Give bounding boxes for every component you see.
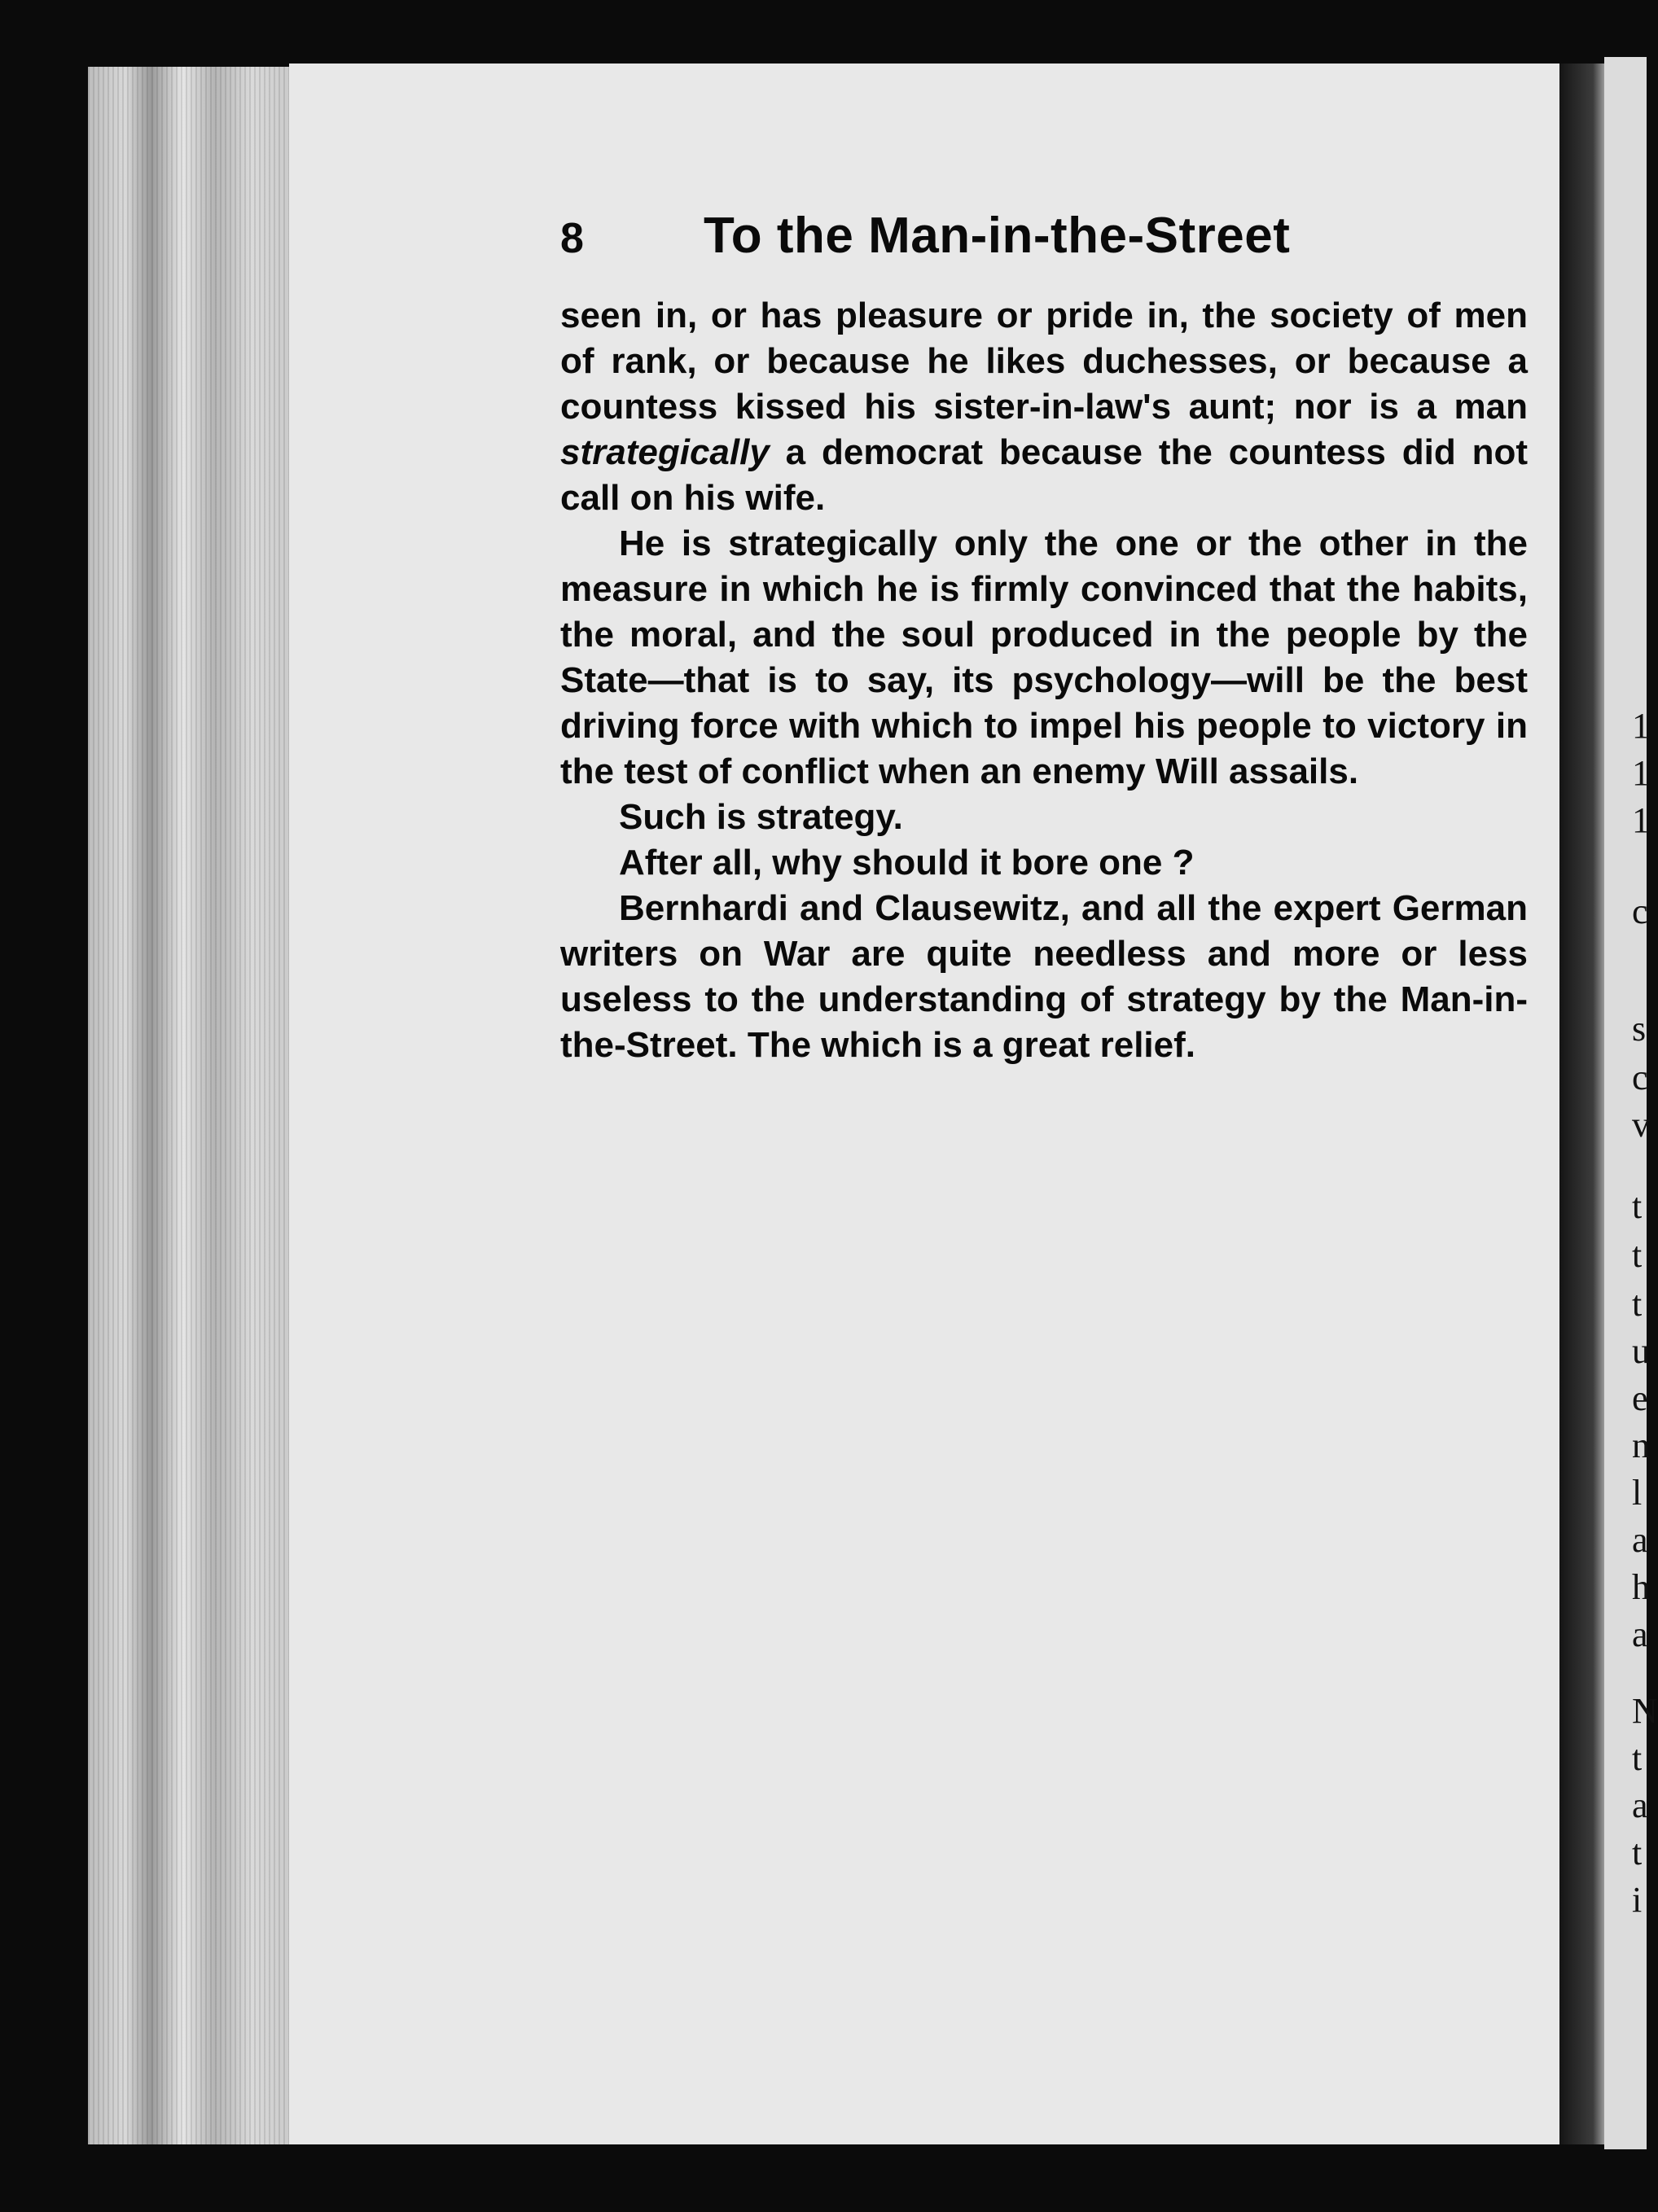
adjacent-page-fragment: t (1632, 1833, 1643, 1873)
adjacent-page-fragment: N (1632, 1691, 1658, 1731)
page-number: 8 (560, 215, 584, 262)
paragraph-2: He is strategically only the one or the other in the measure in which he is firmly convinced that the habits, the moral, and the soul produced in the people by the State—that is to say, its psychology—will be the best driving force with which to impel his people to victory in the test of conflict when an enemy Will assails. (560, 523, 1528, 791)
adjacent-page-fragment: 1 (1632, 706, 1650, 746)
adjacent-page-fragment: v (1632, 1105, 1650, 1145)
adjacent-page-fragment: h (1632, 1567, 1650, 1607)
page-text (560, 208, 1528, 1068)
adjacent-page-fragment: t (1632, 1235, 1643, 1275)
page-edges (88, 67, 298, 2144)
adjacent-page-fragment: e (1632, 1378, 1648, 1418)
paragraph-1-text-b: a democrat because the countess did not call on his wife. (560, 432, 1528, 518)
paragraph-3: Such is strategy. (619, 797, 903, 837)
adjacent-page-fragment: i (1632, 1880, 1643, 1920)
adjacent-page-fragment: u (1632, 1331, 1650, 1371)
paragraph-4: After all, why should it bore one ? (619, 843, 1195, 883)
paragraph-1 (560, 293, 1528, 521)
adjacent-page-fragment: t (1632, 1284, 1643, 1324)
paragraph-5: Bernhardi and Clausewitz, and all the expert German writers on War are quite needless and more or less useless to the understanding of strategy by the Man-in-the-Street. The which is a great relief. (560, 888, 1528, 1065)
emphasis-strategically: strategically (560, 432, 770, 472)
adjacent-page-fragment: l (1632, 1473, 1643, 1513)
adjacent-page-fragment: n (1632, 1426, 1650, 1465)
adjacent-page-fragment: c (1632, 1058, 1648, 1097)
adjacent-page-fragment: 1 (1632, 753, 1650, 793)
adjacent-page-fragment: c (1632, 891, 1648, 931)
adjacent-page-fragment: a (1632, 1785, 1648, 1825)
adjacent-page-fragment: s (1632, 1009, 1647, 1049)
paragraph-1-text-a: seen in, or has pleasure or pride in, the society of men of rank, or because he likes duchesses, or because a countess kissed his sister-in-law's aunt; nor is a man (560, 296, 1528, 427)
adjacent-page-fragment: t (1632, 1186, 1643, 1226)
book-gutter (1559, 64, 1604, 2144)
adjacent-page-fragment: a (1632, 1520, 1648, 1560)
running-title: To the Man-in-the-Street (704, 208, 1291, 264)
running-head (560, 208, 1528, 288)
adjacent-page-fragment: 1 (1632, 800, 1650, 840)
adjacent-page (1604, 57, 1658, 2149)
adjacent-page-fragment: t (1632, 1738, 1643, 1778)
adjacent-page-fragment: a (1632, 1614, 1648, 1654)
